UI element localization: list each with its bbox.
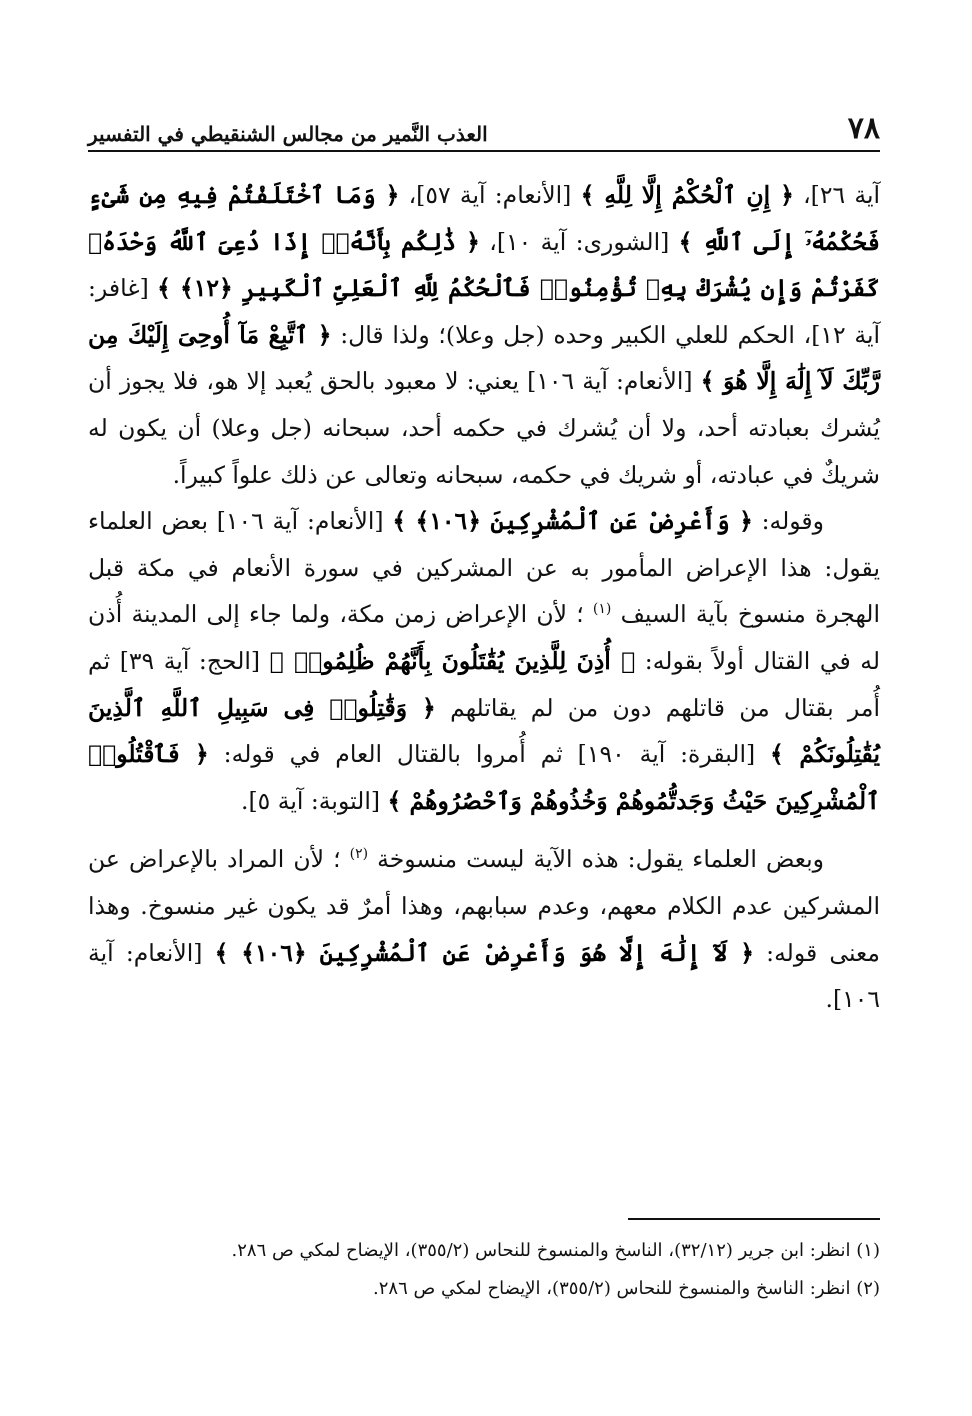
- quran-verse: ﴿ أُذِنَ لِلَّذِينَ يُقَٰتَلُونَ بِأَنَّهُمْ ظُلِمُوا۟ ﴾: [269, 646, 636, 675]
- text-segment: ؛ لأن الإعراض زمن مكة، ولما جاء إلى المدينة أُذن له في القتال أولاً بقوله:: [88, 600, 880, 675]
- paragraph-2: [88, 498, 880, 824]
- text-segment: وقوله:: [752, 507, 824, 536]
- running-title: العذب النَّمير من مجالس الشنقيطي في التفسير: [88, 122, 488, 146]
- quran-verse: ﴿ وَمَا ٱخْتَلَفْتُمْ فِيهِ مِن شَىْءٍ فَحُكْمُهُۥٓ إِلَى ٱللَّهِ ﴾: [88, 181, 880, 256]
- text-segment: آية ٢٦]،: [793, 181, 881, 209]
- text-segment: [الأنعام: آية ١٠٦] بعض العلماء يقول: هذا الإعراض المأمور به عن المشركين في سورة الأنعام في مكة قبل الهجرة منسوخ بآية السيف: [88, 507, 880, 629]
- text-segment: ؛ لأن المراد بالإعراض عن المشركين عدم الكلام معهم، وعدم سبابهم، وهذا أمرٌ قد يكون غير منسوخ. وهذا معنى قوله:: [88, 845, 880, 967]
- quran-verse: ﴿ فَٱقْتُلُوا۟ ٱلْمُشْرِكِينَ حَيْثُ وَجَدتُّمُوهُمْ وَخُذُوهُمْ وَٱحْصُرُوهُمْ ﴾: [88, 740, 880, 815]
- quran-verse: ﴿ وَأَعْرِضْ عَنِ ٱلْمُشْرِكِينَ ﴿١٠٦﴾ ﴾: [392, 507, 753, 536]
- main-text: [88, 172, 880, 1023]
- text-segment: وبعض العلماء يقول: هذه الآية ليست منسوخة: [377, 845, 824, 874]
- text-segment: [غافر: آية ١٢]، الحكم للعلي الكبير وحده (جل وعلا)؛ ولذا قال:: [88, 274, 881, 349]
- footnote-divider: [628, 1218, 880, 1220]
- text-segment: [الأنعام: آية ١٠٦] يعني: لا معبود بالحق يُعبد إلا هو، فلا يجوز أن يُشرك بعبادته أحد، ولا أن يُشرك في حكمه أحد، سبحانه (جل وعلا) أن يكون له شريكٌ في عبادته، أو شريك في حكمه، سبحانه وتعالى عن ذلك علواً كبيراً.: [88, 367, 880, 489]
- text-segment: [التوبة: آية ٥].: [241, 786, 381, 815]
- text-segment: [الأنعام: آية ١٠٦].: [88, 938, 880, 1014]
- paragraph-1: [88, 172, 880, 498]
- footnote-1: (١) انظر: ابن جرير (٣٢/١٢)، الناسخ والمنسوخ للنحاس (٣٥٥/٢)، الإيضاح لمكي ص ٢٨٦.: [231, 1240, 880, 1261]
- text-segment: [الشورى: آية ١٠]،: [479, 227, 670, 256]
- quran-verse: ﴿ وَقَٰتِلُوا۟ فِى سَبِيلِ ٱللَّهِ ٱلَّذِينَ يُقَٰتِلُونَكُمْ ﴾: [88, 693, 880, 769]
- footnote-ref-2[interactable]: (٢): [349, 846, 369, 863]
- footnote-2: (٢) انظر: الناسخ والمنسوخ للنحاس (٣٥٥/٢)، الإيضاح لمكي ص ٢٨٦.: [373, 1278, 880, 1299]
- quran-verse: ﴿ إِنِ ٱلْحُكْمُ إِلَّا لِلَّهِ ﴾: [580, 181, 794, 209]
- text-segment: [الحج: آية ٣٩] ثم أُمر بقتال من قاتلهم دون من لم يقاتلهم: [88, 646, 880, 722]
- quran-verse: ﴿ لَآ إِلَٰهَ إِلَّا هُوَ وَأَعْرِضْ عَنِ ٱلْمُشْرِكِينَ ﴿١٠٦﴾ ﴾: [214, 938, 754, 967]
- page-number: ٧٨: [847, 111, 880, 146]
- page-header: [88, 108, 880, 152]
- footnotes: [88, 1232, 880, 1308]
- quran-verse: ﴿ ٱتَّبِعْ مَآ أُوحِىَ إِلَيْكَ مِن رَّبِّكَ لَآ إِلَٰهَ إِلَّا هُوَ ﴾: [88, 320, 880, 396]
- paragraph-3: [88, 836, 880, 1022]
- footnote-ref-1[interactable]: (١): [592, 601, 612, 618]
- text-segment: [البقرة: آية ١٩٠] ثم أُمروا بالقتال العام في قوله:: [208, 740, 756, 769]
- quran-verse: ﴿ ذَٰلِكُم بِأَنَّهُۥٓ إِذَا دُعِىَ ٱللَّهُ وَحْدَهُۥ كَفَرْتُمْ وَإِن يُشْرَكْ بِهِۦ تُؤْمِنُوا۟ فَٱلْحُكْمُ لِلَّهِ ٱلْعَلِىِّ ٱلْكَبِيرِ ﴿١٢﴾ ﴾: [88, 227, 880, 303]
- text-segment: [الأنعام: آية ٥٧]،: [399, 181, 572, 209]
